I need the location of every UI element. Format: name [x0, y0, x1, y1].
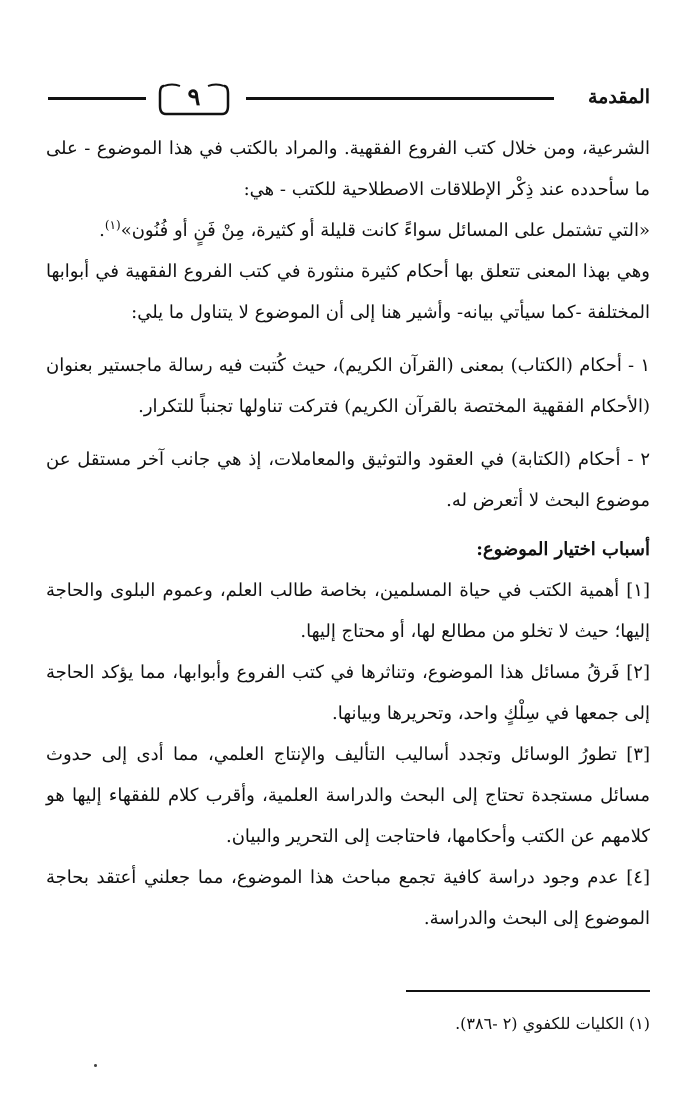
header-rule-left: [48, 97, 146, 100]
paragraph: الشرعية، ومن خلال كتب الفروع الفقهية. والمراد بالكتب في هذا الموضوع - على ما سأحدده عند ذِكْر الإطلاقات الاصطلاحية للكتب - هي:: [46, 138, 650, 200]
reason-item: [٣] تطورُ الوسائل وتجدد أساليب التأليف والإنتاج العلمي، مما أدى إلى حدوث مسائل مستجدة تحتاج إلى البحث والدراسة العلمية، وأقرب كلام للفقهاء إليها هو كلامهم عن الكتب وأحكامها، فاحتاجت إلى التحرير والبيان.: [46, 744, 650, 847]
header-rule-right: [246, 97, 554, 100]
section-heading: أسباب اختيار الموضوع:: [476, 539, 650, 560]
running-header: [48, 78, 650, 122]
quotation-text: «التي تشتمل على المسائل سواءً كانت قليلة أو كثيرة، مِنْ فَنٍ أو فُنُون»: [120, 220, 650, 241]
scan-speck: [94, 1064, 97, 1067]
page-number: ٩: [187, 82, 201, 111]
list-item: ٢ - أحكام (الكتابة) في العقود والتوثيق والمعاملات، إذ هي جانب آخر مستقل عن موضوع البحث لا أتعرض له.: [46, 449, 650, 511]
reason-item: [٤] عدم وجود دراسة كافية تجمع مباحث هذا الموضوع، مما جعلني أعتقد بحاجة الموضوع إلى البحث والدراسة.: [46, 867, 650, 929]
reason-item: [١] أهمية الكتب في حياة المسلمين، بخاصة طالب العلم، وعموم البلوى والحاجة إليها؛ حيث لا تخلو من مطالع لها، أو محتاج إليها.: [46, 580, 650, 642]
quotation-period: .: [99, 220, 105, 241]
footnote-reference: (١): [104, 218, 121, 232]
footnote: (١) الكليات للكفوي (٢ -٣٨٦).: [455, 1014, 650, 1033]
chapter-title: المقدمة: [587, 86, 650, 108]
body-text: [46, 128, 650, 939]
reason-item: [٢] فَرقُ مسائل هذا الموضوع، وتناثرها في كتب الفروع وأبوابها، مما يؤكد الحاجة إلى جمعها في سِلْكٍ واحد، وتحريرها وبيانها.: [46, 662, 650, 724]
paragraph: وهي بهذا المعنى تتعلق بها أحكام كثيرة منثورة في كتب الفروع الفقهية في أبوابها المختلفة -كما سيأتي بيانه- وأشير هنا إلى أن الموضوع لا يتناول ما يلي:: [46, 261, 650, 323]
quotation: [46, 210, 650, 251]
footnote-separator: [406, 990, 650, 992]
list-item: ١ - أحكام (الكتاب) بمعنى (القرآن الكريم)، حيث كُتبت فيه رسالة ماجستير بعنوان (الأحكام الفقهية المختصة بالقرآن الكريم) فتركت تناولها تجنباً للتكرار.: [46, 355, 650, 417]
page-number-frame: [150, 80, 238, 116]
